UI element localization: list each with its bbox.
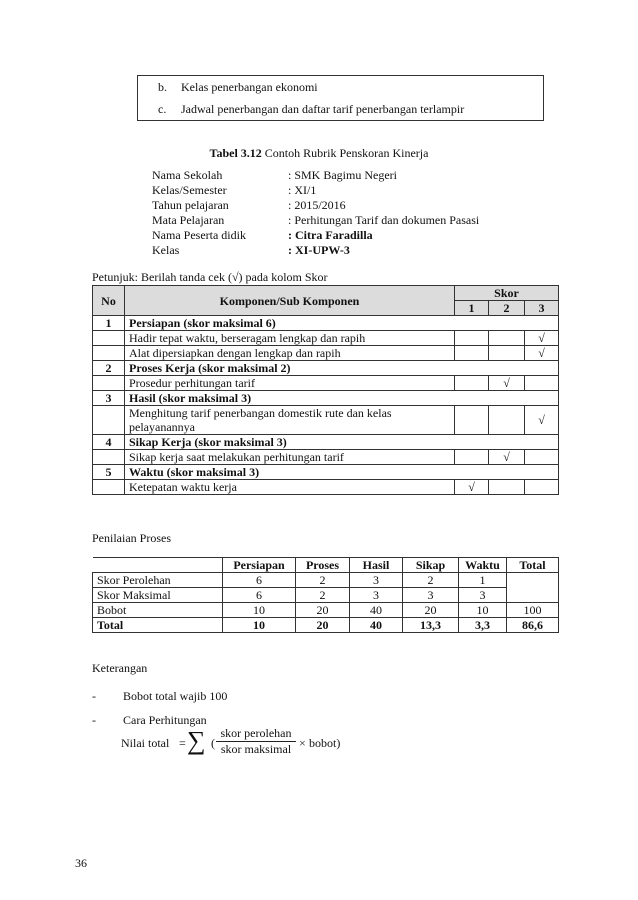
instruction-text: Petunjuk: Berilah tanda cek (√) pada kolom Skor (92, 270, 328, 284)
table-row: Skor Perolehan 6 2 3 2 1 (93, 573, 559, 588)
table-caption (0, 146, 638, 161)
info-row: Mata Pelajaran : Perhitungan Tarif dan dokumen Pasasi (152, 213, 480, 227)
check-mark: √ (455, 480, 489, 495)
info-row: Kelas : XI-UPW-3 (152, 243, 350, 257)
check-mark: √ (525, 346, 559, 361)
check-mark: √ (525, 406, 559, 435)
table-row: Skor Maksimal 6 2 3 3 3 (93, 588, 559, 603)
check-mark: √ (489, 376, 525, 391)
section-row: 4 Sikap Kerja (skor maksimal 3) (93, 435, 559, 450)
section-row: 1 Persiapan (skor maksimal 6) (93, 316, 559, 331)
info-row: Kelas/Semester : XI/1 (152, 183, 317, 197)
info-row: Tahun pelajaran : 2015/2016 (152, 198, 346, 212)
proses-header-row: Persiapan Proses Hasil Sikap Waktu Total (93, 558, 559, 573)
header-no: No (93, 286, 125, 316)
list-item: - Bobot total wajib 100 (92, 689, 228, 703)
rubric-table (92, 285, 559, 495)
list-item-b: b. Kelas penerbangan ekonomi (158, 80, 318, 94)
sigma-symbol: ∑ (187, 726, 206, 755)
check-mark: √ (525, 331, 559, 346)
rubric-header-row (93, 286, 559, 301)
header-skor-3: 3 (525, 301, 559, 316)
table-row: Ketepatan waktu kerja √ (93, 480, 559, 495)
table-row: Sikap kerja saat melakukan perhitungan tarif √ (93, 450, 559, 465)
list-item: - Cara Perhitungan (92, 713, 207, 727)
formula-fraction: skor perolehan skor maksimal (216, 726, 296, 757)
table-row-total: Total 10 20 40 13,3 3,3 86,6 (93, 618, 559, 633)
table-row: Prosedur perhitungan tarif √ (93, 376, 559, 391)
penilaian-proses-heading: Penilaian Proses (92, 531, 171, 545)
page-number: 36 (75, 856, 87, 870)
table-caption-number: Tabel 3.12 (209, 146, 262, 160)
table-row: Alat dipersiapkan dengan lengkap dan rapih √ (93, 346, 559, 361)
info-row: Nama Sekolah : SMK Bagimu Negeri (152, 168, 397, 182)
continuation-list-box (137, 75, 544, 121)
check-mark: √ (489, 450, 525, 465)
header-skor: Skor (455, 286, 559, 301)
header-komponen: Komponen/Sub Komponen (125, 286, 455, 316)
table-row: Menghitung tarif penerbangan domestik rute dan kelas pelayanannya √ (93, 406, 559, 435)
student-info-block (152, 168, 479, 258)
table-row: Bobot 10 20 40 20 10 100 (93, 603, 559, 618)
info-row: Nama Peserta didik : Citra Faradilla (152, 228, 373, 242)
header-skor-2: 2 (489, 301, 525, 316)
keterangan-heading: Keterangan (92, 661, 148, 675)
section-row: 2 Proses Kerja (skor maksimal 2) (93, 361, 559, 376)
list-item-c: c. Jadwal penerbangan dan daftar tarif penerbangan terlampir (158, 102, 465, 116)
table-row: Hadir tepat waktu, berseragam lengkap dan rapih √ (93, 331, 559, 346)
table-caption-text: Contoh Rubrik Penskoran Kinerja (261, 146, 429, 160)
section-row: 5 Waktu (skor maksimal 3) (93, 465, 559, 480)
process-score-table (92, 557, 559, 633)
section-row: 3 Hasil (skor maksimal 3) (93, 391, 559, 406)
header-skor-1: 1 (455, 301, 489, 316)
